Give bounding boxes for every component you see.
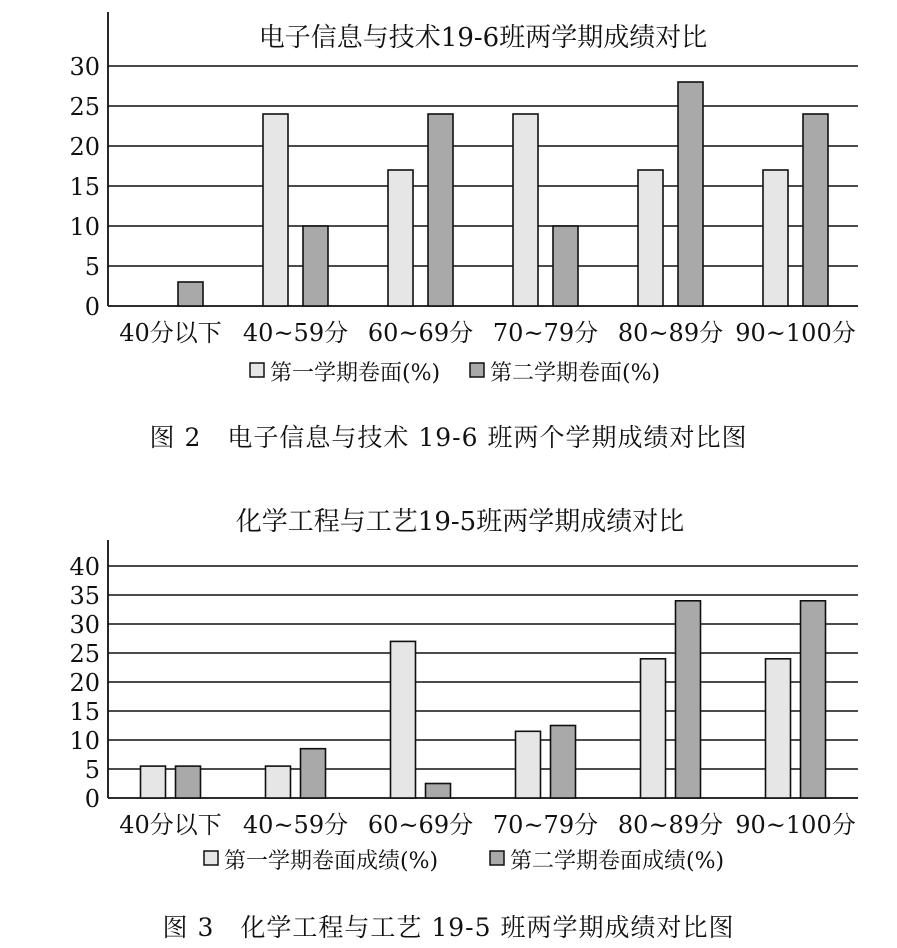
x-tick-label: 40~59分 — [242, 319, 349, 347]
y-tick-label: 30 — [69, 53, 100, 81]
x-tick-label: 40~59分 — [242, 811, 349, 839]
legend-swatch-2 — [470, 363, 484, 377]
legend-swatch-1 — [250, 363, 264, 377]
bar-series1-3 — [513, 114, 538, 306]
y-tick-label: 30 — [69, 611, 100, 639]
legend-swatch-2 — [490, 851, 504, 865]
figure-2 — [0, 0, 897, 470]
y-tick-label: 15 — [69, 698, 100, 726]
y-tick-label: 10 — [69, 727, 100, 755]
bar-series2-5 — [803, 114, 828, 306]
legend-swatch-1 — [204, 851, 218, 865]
y-tick-label: 20 — [69, 133, 100, 161]
x-tick-label: 80~89分 — [617, 319, 724, 347]
chart-3 — [0, 490, 897, 900]
bar-series1-4 — [638, 170, 663, 306]
y-tick-label: 10 — [69, 213, 100, 241]
y-tick-label: 40 — [69, 553, 100, 581]
y-tick-label: 25 — [69, 640, 100, 668]
bar-series1-2 — [391, 641, 416, 798]
bar-series2-2 — [426, 784, 451, 799]
bar-series1-4 — [641, 659, 666, 798]
bar-series1-1 — [266, 766, 291, 798]
legend-label-1: 第一学期卷面(%) — [270, 361, 441, 386]
figure-caption: 图 3 化学工程与工艺 19-5 班两学期成绩对比图 — [162, 913, 735, 942]
x-tick-label: 70~79分 — [492, 319, 599, 347]
x-tick-label: 40分以下 — [119, 811, 222, 839]
x-tick-label: 60~69分 — [367, 319, 474, 347]
legend-label-2: 第二学期卷面(%) — [490, 361, 661, 386]
y-tick-label: 5 — [84, 756, 100, 784]
bar-series2-0 — [178, 282, 203, 306]
figure-3 — [0, 490, 897, 948]
y-tick-label: 0 — [84, 293, 100, 321]
bar-series2-3 — [551, 726, 576, 799]
x-tick-label: 60~69分 — [367, 811, 474, 839]
x-tick-label: 40分以下 — [119, 319, 222, 347]
chart-2 — [0, 0, 897, 410]
x-tick-label: 90~100分 — [735, 811, 856, 839]
bar-series2-4 — [678, 82, 703, 306]
bar-series1-2 — [388, 170, 413, 306]
bar-series2-4 — [676, 601, 701, 798]
bar-series2-5 — [801, 601, 826, 798]
bar-series1-5 — [763, 170, 788, 306]
y-tick-label: 25 — [69, 93, 100, 121]
legend-label-1: 第一学期卷面成绩(%) — [224, 849, 439, 874]
bar-series1-0 — [141, 766, 166, 798]
x-tick-label: 80~89分 — [617, 811, 724, 839]
chart-title: 化学工程与工艺19-5班两学期成绩对比 — [235, 507, 685, 537]
bar-series2-1 — [301, 749, 326, 798]
y-tick-label: 5 — [84, 253, 100, 281]
bar-series2-1 — [303, 226, 328, 306]
figure-caption: 图 2 电子信息与技术 19-6 班两个学期成绩对比图 — [149, 423, 748, 452]
bar-series2-3 — [553, 226, 578, 306]
x-tick-label: 90~100分 — [735, 319, 856, 347]
bar-series1-1 — [263, 114, 288, 306]
y-tick-label: 20 — [69, 669, 100, 697]
legend-label-2: 第二学期卷面成绩(%) — [510, 849, 725, 874]
bar-series1-5 — [766, 659, 791, 798]
bar-series1-3 — [516, 731, 541, 798]
chart-title: 电子信息与技术19-6班两学期成绩对比 — [258, 23, 708, 53]
y-tick-label: 35 — [69, 582, 100, 610]
y-tick-label: 15 — [69, 173, 100, 201]
x-tick-label: 70~79分 — [492, 811, 599, 839]
bar-series2-2 — [428, 114, 453, 306]
y-tick-label: 0 — [84, 785, 100, 813]
bar-series2-0 — [176, 766, 201, 798]
